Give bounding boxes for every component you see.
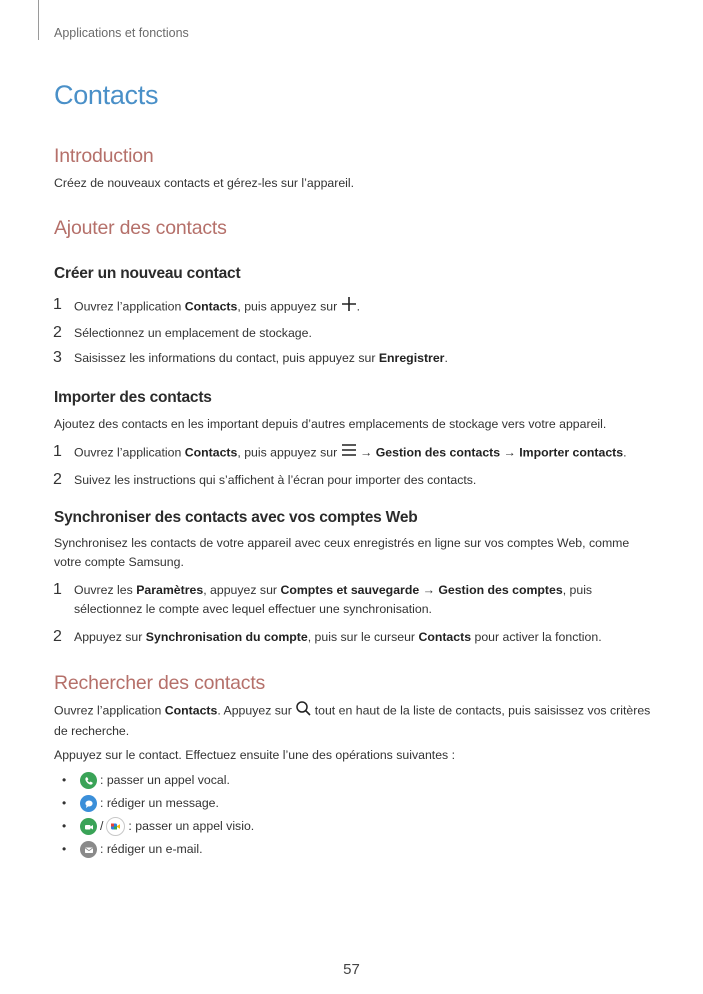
- sync-text: Synchronisez les contacts de votre appareil avec ceux enregistrés en ligne sur vos comptes Web, comme votre compte Samsung.: [54, 536, 630, 569]
- menu-icon: [341, 443, 357, 463]
- plus-icon: [341, 296, 357, 318]
- search-text-2: Appuyez sur le contact. Effectuez ensuite l’une des opérations suivantes :: [54, 748, 456, 762]
- bullet-email: • : rédiger un e-mail.: [62, 842, 203, 856]
- import-step-2: 2 Suivez les instructions qui s’affichent à l’écran pour importer des contacts.: [53, 471, 477, 488]
- margin-rule: [38, 0, 39, 40]
- search-icon: [295, 700, 311, 722]
- duo-video-icon: [106, 817, 125, 836]
- heading-add-contacts: Ajouter des contacts: [54, 217, 227, 239]
- message-icon: [80, 795, 97, 812]
- bullet-message: • : rédiger un message.: [62, 796, 219, 810]
- create-step-2: 2 Sélectionnez un emplacement de stockage.: [53, 324, 312, 341]
- page-title: Contacts: [54, 80, 159, 110]
- sync-step-2: 2 Appuyez sur Synchronisation du compte, puis sur le curseur Contacts pour activer la fonction.: [53, 628, 602, 645]
- heading-import-contacts: Importer des contacts: [54, 389, 212, 406]
- bullet-voice-call: • : passer un appel vocal.: [62, 773, 230, 787]
- create-step-3: 3 Saisissez les informations du contact, puis appuyez sur Enregistrer.: [53, 349, 448, 366]
- heading-search-contacts: Rechercher des contacts: [54, 672, 266, 694]
- heading-sync-contacts: Synchroniser des contacts avec vos comptes Web: [54, 509, 418, 526]
- heading-create-contact: Créer un nouveau contact: [54, 265, 241, 282]
- import-text: Ajoutez des contacts en les important depuis d’autres emplacements de stockage vers votre appareil.: [54, 417, 607, 431]
- page-content: [54, 80, 654, 859]
- phone-icon: [80, 772, 97, 789]
- import-step-1: 1 Ouvrez l’application Contacts, puis appuyez sur → Gestion des contacts → Importer contacts.: [54, 443, 654, 463]
- sync-step-1: 1 Ouvrez les Paramètres, appuyez sur Comptes et sauvegarde → Gestion des comptes, puis sélectionnez le compte avec lequel effectuer une synchronisation.: [53, 581, 593, 616]
- create-step-1: 1 Ouvrez l’application Contacts, puis appuyez sur .: [54, 296, 654, 318]
- intro-text: Créez de nouveaux contacts et gérez-les sur l’appareil.: [54, 176, 355, 190]
- email-icon: [80, 841, 97, 858]
- heading-introduction: Introduction: [54, 145, 154, 167]
- running-header: Applications et fonctions: [54, 26, 189, 40]
- search-text: Ouvrez l’application Contacts. Appuyez sur tout en haut de la liste de contacts, puis saisissez vos critères de recherche.: [54, 700, 654, 741]
- page-number: 57: [343, 961, 360, 978]
- video-call-icon: [80, 818, 97, 835]
- bullet-video-call: • / : passer un appel visio.: [54, 817, 654, 836]
